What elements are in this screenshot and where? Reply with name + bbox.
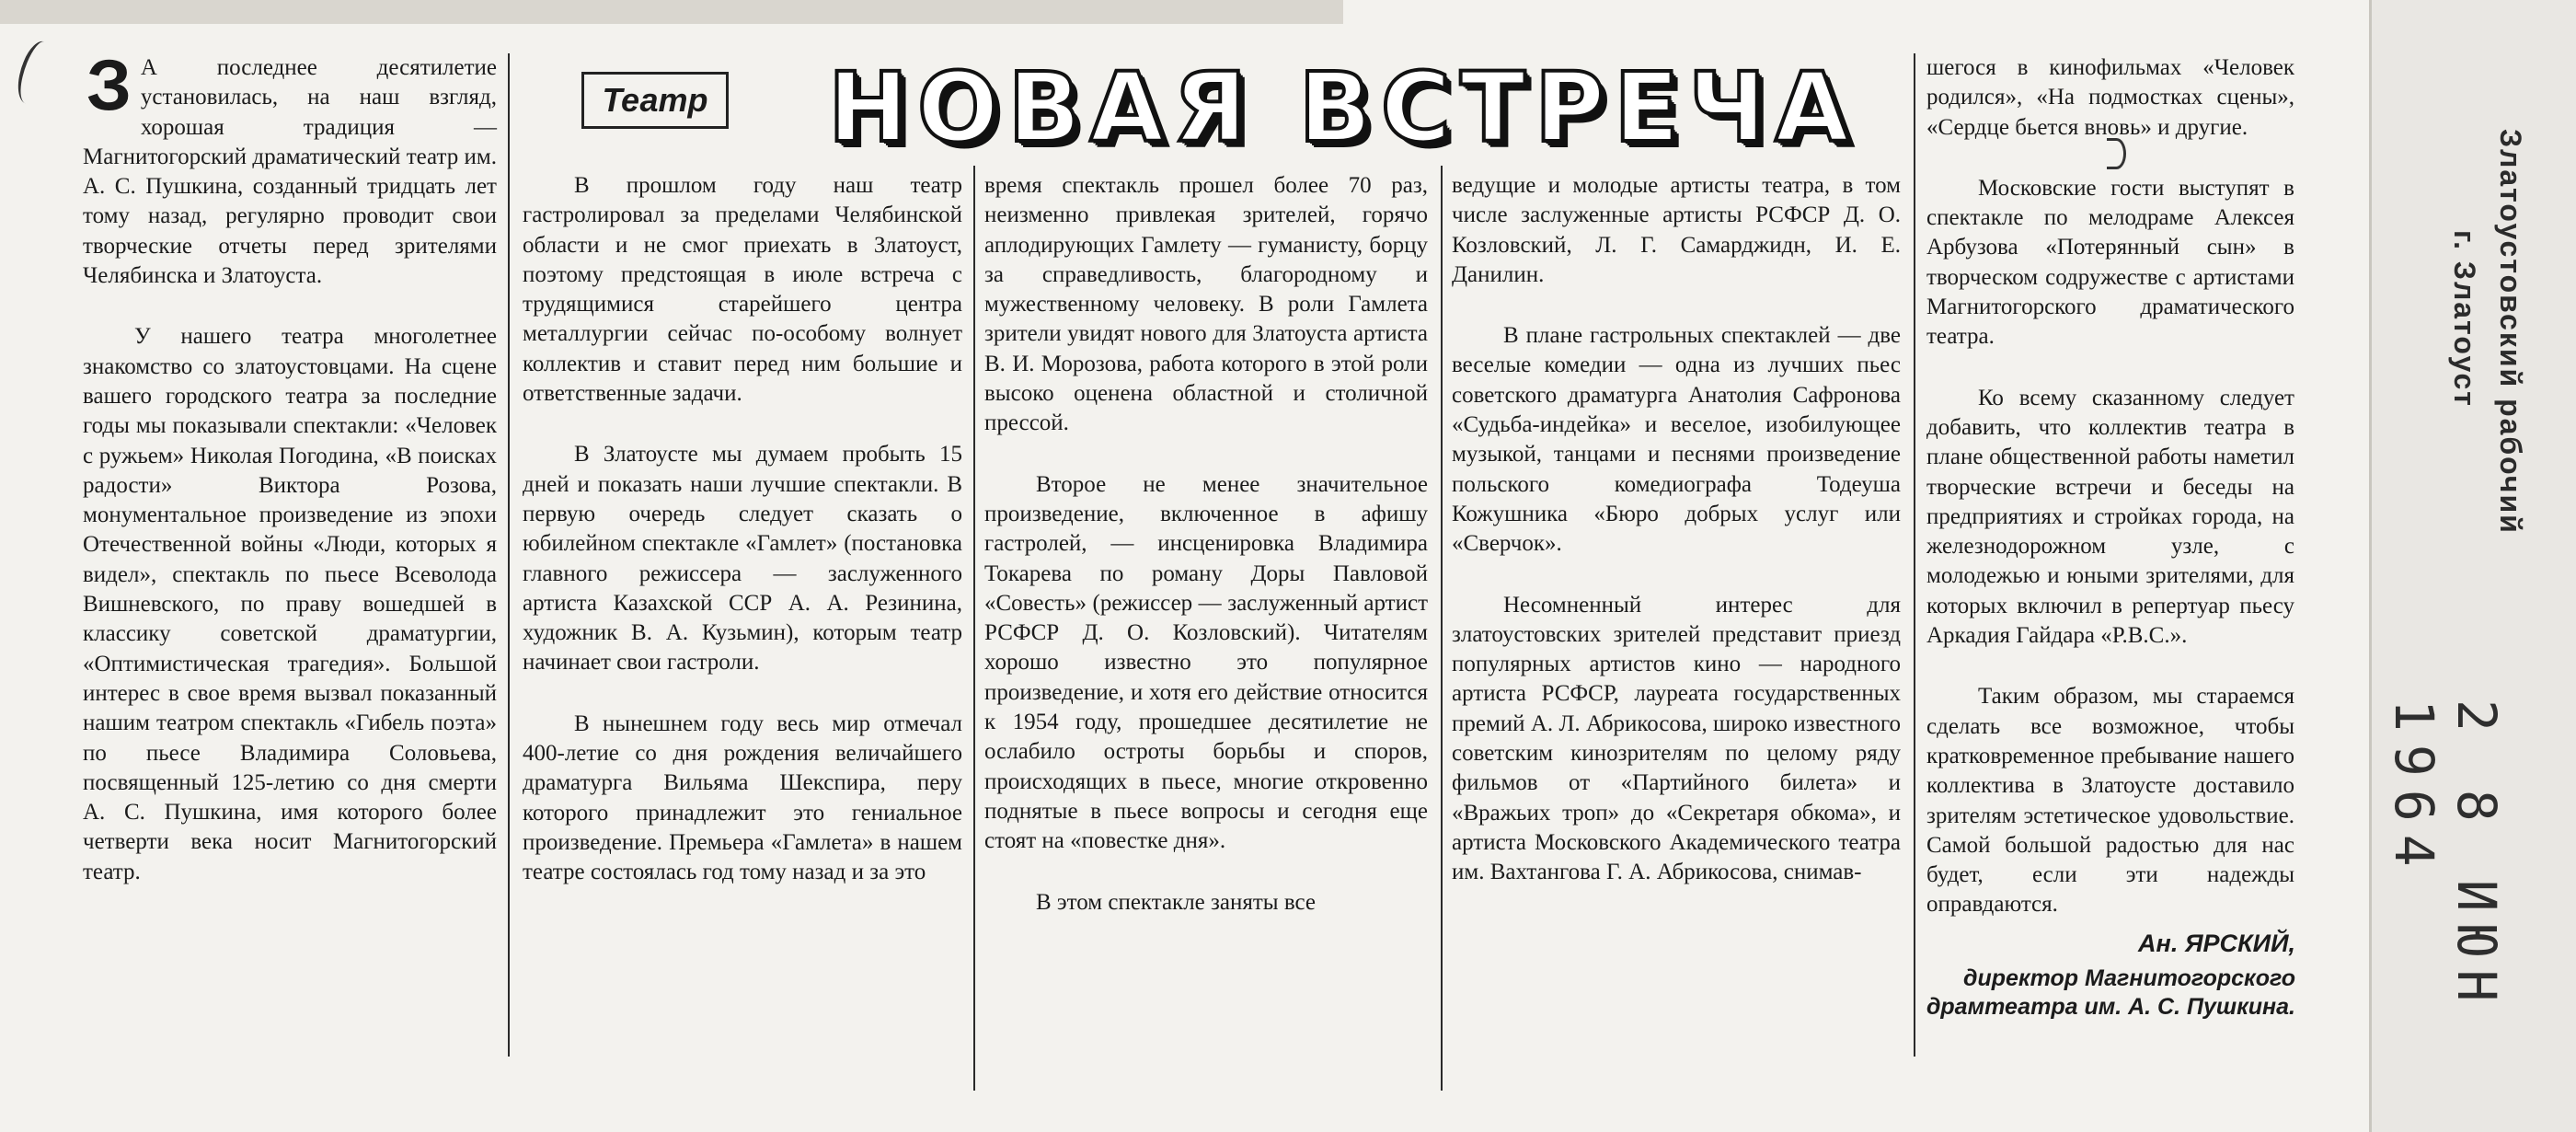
article-column-4 — [1452, 171, 1901, 888]
section-label: Театр — [581, 72, 729, 129]
paragraph: Ко всему сказанному следует добавить, что коллектив театра в плане общественной работы наметил творческие встречи и беседы на предприятиях и стройках города, на железнодорожном узле, с молодежью и юными зрителями, для которых включил в репертуар пьесу Аркадия Гайдара «Р.В.С.». — [1926, 385, 2294, 649]
article-column-3 — [984, 171, 1428, 918]
paragraph: У нашего театра многолетнее знакомство со златоустовцами. На сцене вашего городского театра за последние годы мы показывали спектакли: «Человек с ружьем» Николая Погодина, «В поисках радости» Виктора Розова, монументальное произведение из эпохи Отечественной войны «Люди, которых я видел», спектакль по пьесе Всеволода Вишневского, по праву вошедшей в классику советской драматургии, «Оптимистическая трагедия». Большой интерес в свое время вызвал показанный нашим театром спектакль «Гибель поэта» по пьесе Владимира Соловьева, посвященный 125-летию со дня смерти А. С. Пушкина, имя которого более четверти века носит Магнитогорский театр. — [83, 324, 497, 884]
paragraph: В этом спектакле заняты все — [1036, 889, 1317, 915]
paragraph: Таким образом, мы стараемся сделать все возможное, чтобы кратковременное пребывание нашего коллектива в Златоусте доставило зрителям эстетическое удовольствие. Самой большой радостью для нас будет, если эти надежды оправдаются. — [1926, 684, 2294, 918]
handwritten-mark — [9, 38, 61, 109]
date-stamp: 2 8 ИЮН 1964 — [2383, 699, 2508, 1015]
paragraph: Второе не менее значительное произведение, включенное в афишу гастролей, — инсценировка Владимира Токарева по роману Доры Павловой «Совесть» (режиссер — заслуженный артист РСФСР Д. О. Козловский). Читателям хорошо известно это популярное произведение, и хотя его действие относится к 1954 году, прошедшее десятилетие не ослабило остроты борьбы и споров, происходящих в пьесе, многие откровенно поднятые в пьесе вопросы и сегодня еще стоят на «повестке дня». — [984, 471, 1428, 854]
paragraph: время спектакль прошел более 70 раз, неизменно привлекая зрителей, горячо аплодирующих Гамлету — гуманисту, борцу за справедливость, благородному и мужественному человеку. В роли Гамлета зрители увидят нового для Златоуста артиста В. И. Морозова, работа которого в этой роли высоко оценена областной и столичной прессой. — [984, 173, 1428, 436]
paragraph: З А последнее десятилетие установилась, на наш взгляд, хорошая традиция — Магнитогорский драматический театр им. А. С. Пушкина, созданный тридцать лет тому назад, регулярно проводит свои творческие отчеты перед зрителями Челябинска и Златоуста. — [83, 44, 497, 289]
column-rule — [973, 166, 975, 1091]
column-rule — [508, 53, 510, 1057]
source-city: г. Златоуст — [2448, 230, 2481, 408]
article-column-2 — [523, 171, 962, 888]
paragraph: В нынешнем году весь мир отмечал 400-летие со дня рождения величайшего драматурга Вильяма Шекспира, перу которого принадлежит это гениальное произведение. Премьера «Гамлета» в нашем театре состоялась год тому назад и за это — [523, 710, 962, 885]
source-newspaper-name: Златоустовский рабочий — [2494, 129, 2527, 535]
paragraph: В плане гастрольных спектаклей — две веселые комедии — одна из лучших пьес советского драматурга Анатолия Сафронова «Судьба-индейка» и веселое, изобилующее музыкой, танцами и песнями произведение польского комедиографа Тодеуша Кожушника «Бюро добрых услуг или «Сверчок». — [1452, 323, 1901, 557]
author-role: директор Магнитогорского драмтеатра им. А. С. Пушкина. — [1926, 965, 2295, 1020]
paragraph: Московские гости выступят в спектакле по мелодраме Алексея Арбузова «Потерянный сын» в творческом содружестве с артистами Магнитогорского драматического театра. — [1926, 175, 2294, 350]
clipping-top-edge — [1343, 0, 2369, 9]
paragraph: В прошлом году наш театр гастролировал за пределами Челябинской области и не смог приехать в Златоуст, поэтому предстоящая в июле встреча с трудящимися старейшего центра металлургии сейчас по-особому волнует коллектив и ставит перед ним большие и ответственные задачи. — [523, 173, 962, 407]
paragraph: В Златоусте мы думаем пробыть 15 дней и показать наши лучшие спектакли. В первую очередь следует сказать о юбилейном спектакле «Гамлет» (постановка главного режиссера — заслуженного артиста Казахской ССР А. А. Резинина, художник В. А. Кузьмин), которым театр начинает свои гастроли. — [523, 442, 962, 676]
author-name: Ан. ЯРСКИЙ, — [2138, 930, 2295, 957]
headline: НОВАЯ ВСТРЕЧА — [828, 52, 1858, 164]
article-column-1 — [83, 44, 497, 887]
article-column-5 — [1926, 53, 2294, 920]
column-rule — [1441, 166, 1443, 1091]
paragraph: шегося в кинофильмах «Человек родился», «На подмостках сцены», «Сердце бьется вновь» и другие. — [1926, 55, 2294, 140]
paragraph: ведущие и молодые артисты театра, в том числе заслуженные артисты РСФСР Д. О. Козловский, Л. Г. Самарджидн, И. Е. Данилин. — [1452, 173, 1901, 287]
column-rule — [1914, 53, 1915, 1057]
clipping-top-strip — [0, 0, 1343, 24]
paragraph: Несомненный интерес для златоустовских зрителей представит приезд популярных артистов кино — народного артиста РСФСР, лауреата государственных премий А. Л. Абрикосова, широко известного советским кинозрителям по целому ряду фильмов от «Партийного билета» и «Вражьих троп» до «Секретаря обкома», и артиста Московского Академического театра им. Вахтангова Г. А. Абрикосова, снимав- — [1452, 592, 1901, 885]
drop-cap: З — [86, 44, 132, 125]
